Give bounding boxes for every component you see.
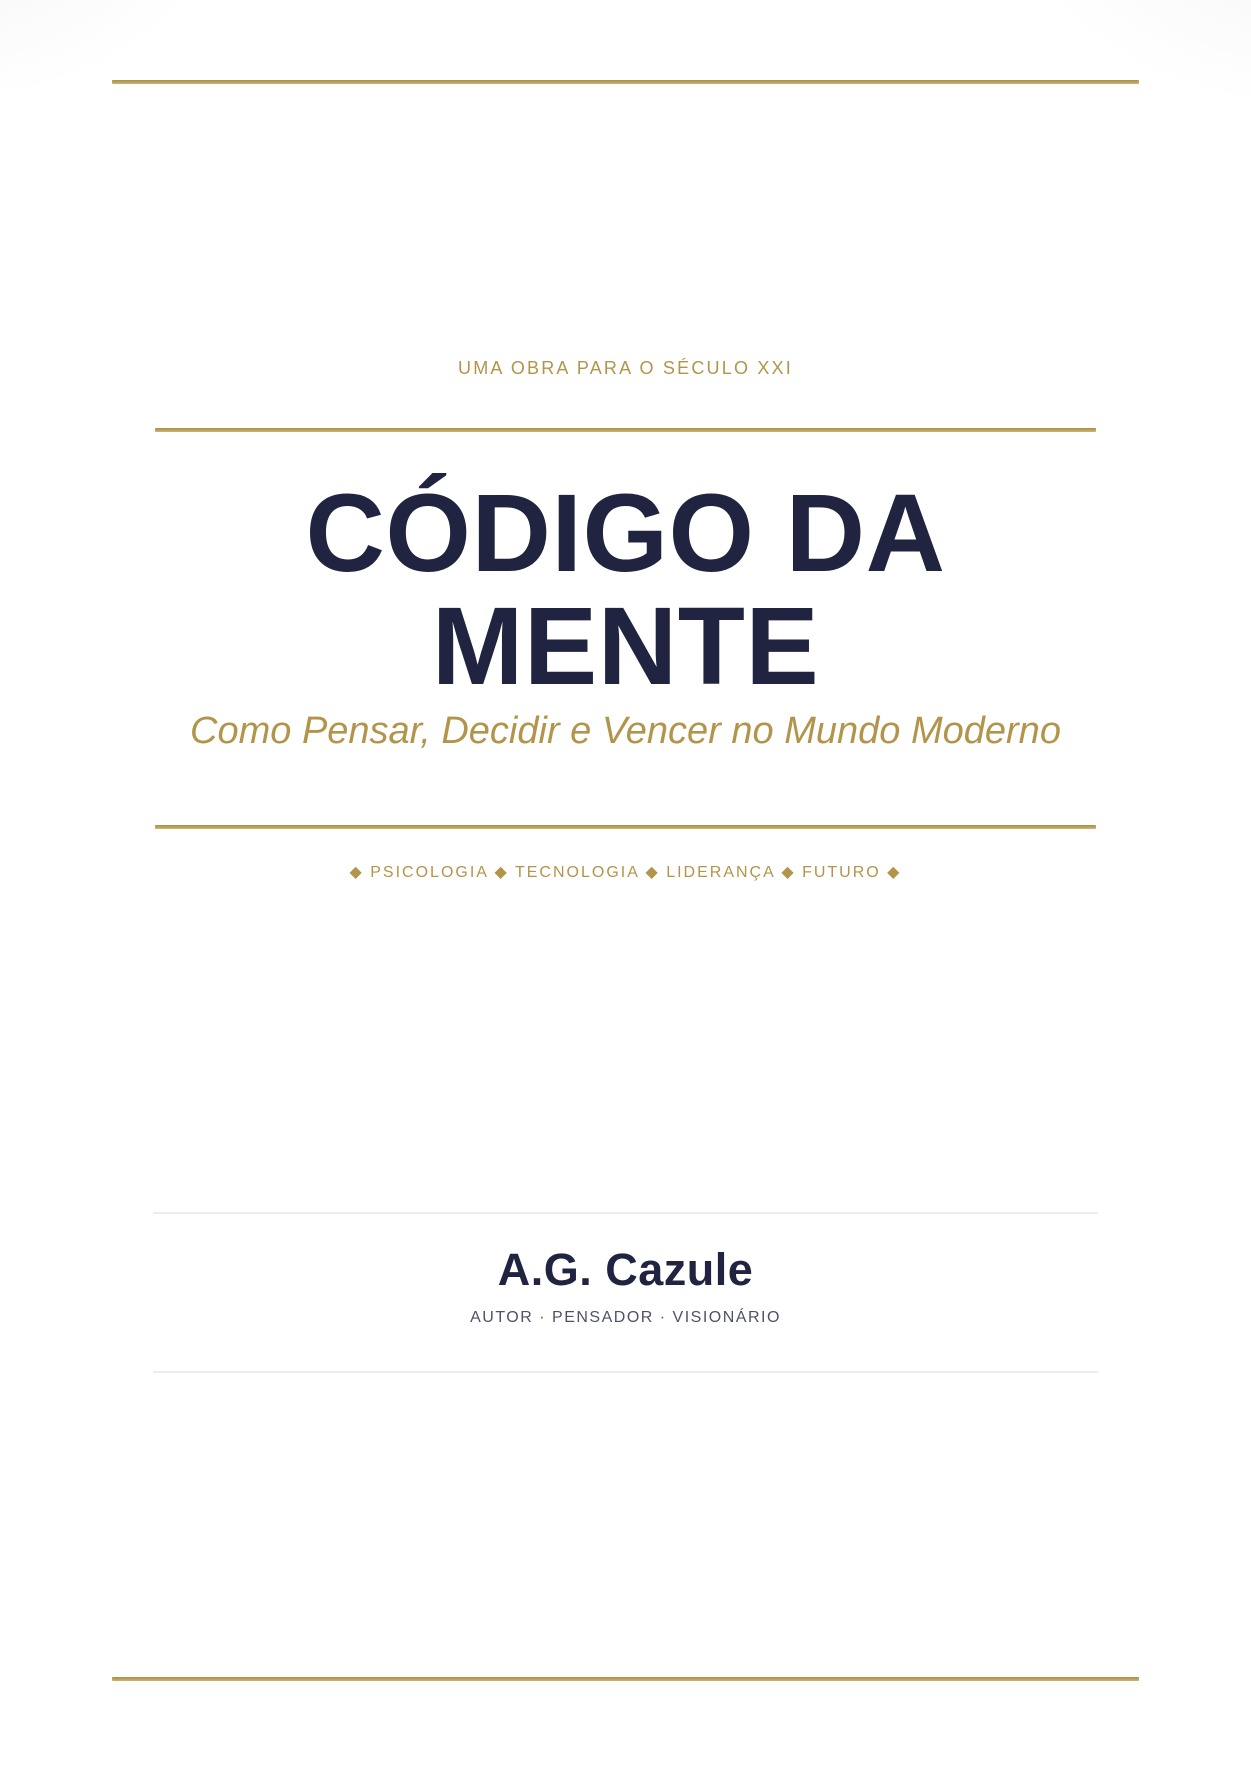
top-gold-rule	[112, 80, 1139, 84]
book-subtitle: Como Pensar, Decidir e Vencer no Mundo Moderno	[190, 710, 1061, 752]
book-title	[0, 472, 1251, 708]
title-top-gold-rule	[155, 428, 1096, 432]
book-title-line-2: MENTE	[431, 585, 820, 708]
title-bottom-gold-rule	[155, 825, 1096, 829]
topic-tags: ◆ PSICOLOGIA ◆ TECNOLOGIA ◆ LIDERANÇA ◆ FUTURO ◆	[349, 864, 902, 881]
author-role: AUTOR · PENSADOR · VISIONÁRIO	[470, 1309, 781, 1326]
book-title-line-1: CÓDIGO DA	[305, 472, 946, 595]
kicker-text: UMA OBRA PARA O SÉCULO XXI	[458, 358, 793, 378]
author-divider-bottom	[153, 1371, 1098, 1373]
bottom-gold-rule	[112, 1677, 1139, 1681]
author-divider-top	[153, 1212, 1098, 1214]
author-name: A.G. Cazule	[497, 1244, 754, 1295]
